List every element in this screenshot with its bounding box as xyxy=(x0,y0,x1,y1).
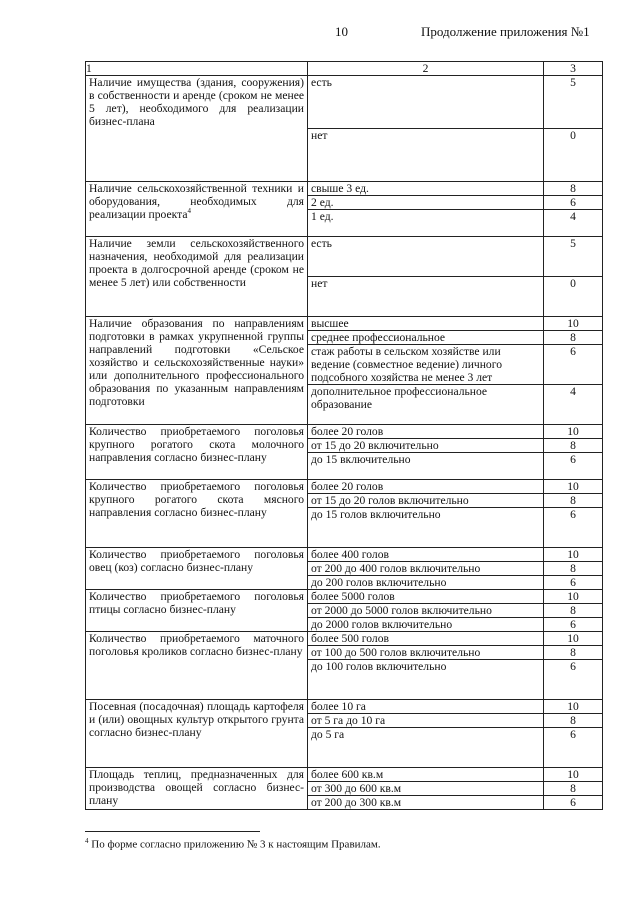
criterion-cell xyxy=(86,425,308,480)
option-text: более 10 га xyxy=(308,700,544,714)
score-cell: 10 xyxy=(544,548,603,562)
option-text: до 15 включительно xyxy=(308,453,544,480)
option-text: дополнительное профессиональное образование xyxy=(308,385,544,425)
score-cell: 10 xyxy=(544,590,603,604)
criterion-text: Площадь теплиц, предназначенных для производства овощей согласно бизнес-плану xyxy=(89,768,304,807)
score-cell: 10 xyxy=(544,480,603,494)
criterion-cell xyxy=(86,548,308,590)
option-text: более 400 голов xyxy=(308,548,544,562)
option-text: от 200 до 300 кв.м xyxy=(308,796,544,810)
score-cell: 6 xyxy=(544,618,603,632)
score-cell: 6 xyxy=(544,345,603,385)
option-text: от 5 га до 10 га xyxy=(308,714,544,728)
option-text: более 20 голов xyxy=(308,480,544,494)
table-row xyxy=(86,590,603,604)
option-text: более 20 голов xyxy=(308,425,544,439)
option-text: от 300 до 600 кв.м xyxy=(308,782,544,796)
option-text: нет xyxy=(308,277,544,317)
criterion-cell xyxy=(86,590,308,632)
score-cell: 10 xyxy=(544,425,603,439)
criterion-cell xyxy=(86,76,308,182)
footnote xyxy=(85,837,381,851)
option-text: от 15 до 20 включительно xyxy=(308,439,544,453)
score-cell: 8 xyxy=(544,439,603,453)
score-cell: 10 xyxy=(544,700,603,714)
table-row xyxy=(86,182,603,196)
score-cell: 8 xyxy=(544,562,603,576)
option-text: до 15 голов включительно xyxy=(308,508,544,548)
score-cell: 0 xyxy=(544,277,603,317)
score-cell: 5 xyxy=(544,237,603,277)
score-cell: 8 xyxy=(544,494,603,508)
option-text: более 600 кв.м xyxy=(308,768,544,782)
table-row xyxy=(86,700,603,714)
score-cell: 8 xyxy=(544,604,603,618)
table-row xyxy=(86,317,603,331)
score-cell: 8 xyxy=(544,646,603,660)
table-header-row xyxy=(86,62,603,76)
footnote-text: По форме согласно приложению № 3 к настоящим Правилам. xyxy=(88,838,381,851)
option-text: до 2000 голов включительно xyxy=(308,618,544,632)
score-cell: 0 xyxy=(544,129,603,182)
option-text: стаж работы в сельском хозяйстве или ведение (совместное ведение) личного подсобного хозяйства не менее 3 лет xyxy=(308,345,544,385)
criterion-text: Количество приобретаемого поголовья крупного рогатого скота молочного направления согласно бизнес-плану xyxy=(89,425,304,464)
score-cell: 8 xyxy=(544,182,603,196)
criterion-text: Наличие сельскохозяйственной техники и оборудования, необходимых для реализации проекта xyxy=(89,182,304,221)
criterion-cell xyxy=(86,182,308,237)
score-cell: 6 xyxy=(544,796,603,810)
score-cell: 6 xyxy=(544,196,603,210)
score-cell: 10 xyxy=(544,632,603,646)
table-row xyxy=(86,76,603,129)
score-cell: 8 xyxy=(544,782,603,796)
option-text: нет xyxy=(308,129,544,182)
score-cell: 10 xyxy=(544,768,603,782)
table-row xyxy=(86,237,603,277)
table-row xyxy=(86,425,603,439)
option-text: свыше 3 ед. xyxy=(308,182,544,196)
option-text: от 2000 до 5000 голов включительно xyxy=(308,604,544,618)
criterion-text: Количество приобретаемого поголовья птицы согласно бизнес-плану xyxy=(89,590,304,616)
column-header-3: 3 xyxy=(544,62,603,76)
option-text: среднее профессиональное xyxy=(308,331,544,345)
footnote-marker: 4 xyxy=(85,837,89,845)
criterion-text: Наличие земли сельскохозяйственного назначения, необходимой для реализации проекта в долгосрочной аренде (сроком не менее 5 лет) или собственности xyxy=(89,237,304,289)
criterion-text: Наличие имущества (здания, сооружения) в собственности и аренде (сроком не менее 5 лет), необходимого для реализации бизнес-плана xyxy=(89,76,304,128)
criterion-text: Наличие образования по направлениям подготовки в рамках укрупненной группы направлений подготовки «Сельское хозяйство и сельскохозяйственные науки» или дополнительного профессионального образования по указанным направлениям подготовки xyxy=(89,317,304,408)
criterion-cell xyxy=(86,768,308,810)
score-cell: 4 xyxy=(544,210,603,237)
criterion-text: Количество приобретаемого маточного поголовья кроликов согласно бизнес-плану xyxy=(89,632,304,658)
option-text: от 200 до 400 голов включительно xyxy=(308,562,544,576)
score-cell: 6 xyxy=(544,508,603,548)
page-header-title: Продолжение приложения №1 xyxy=(421,24,590,39)
criterion-cell xyxy=(86,632,308,700)
criterion-text: Количество приобретаемого поголовья овец (коз) согласно бизнес-плану xyxy=(89,548,304,574)
option-text: до 200 голов включительно xyxy=(308,576,544,590)
option-text: более 5000 голов xyxy=(308,590,544,604)
option-text: есть xyxy=(308,76,544,129)
criterion-text: Количество приобретаемого поголовья крупного рогатого скота мясного направления согласно бизнес-плану xyxy=(89,480,304,519)
criterion-text: Посевная (посадочная) площадь картофеля и (или) овощных культур открытого грунта согласно бизнес-плану xyxy=(89,700,304,739)
column-header-1: 1 xyxy=(86,62,308,76)
option-text: высшее xyxy=(308,317,544,331)
table-row xyxy=(86,632,603,646)
score-cell: 10 xyxy=(544,317,603,331)
column-header-2: 2 xyxy=(308,62,544,76)
table-row xyxy=(86,548,603,562)
score-cell: 8 xyxy=(544,331,603,345)
option-text: до 5 га xyxy=(308,728,544,768)
option-text: до 100 голов включительно xyxy=(308,660,544,700)
criterion-cell xyxy=(86,237,308,317)
criterion-cell xyxy=(86,700,308,768)
score-cell: 6 xyxy=(544,660,603,700)
score-cell: 8 xyxy=(544,714,603,728)
option-text: 2 ед. xyxy=(308,196,544,210)
criterion-cell xyxy=(86,480,308,548)
criteria-table xyxy=(85,61,603,810)
footnote-reference: 4 xyxy=(187,207,191,216)
score-cell: 6 xyxy=(544,576,603,590)
footnote-separator xyxy=(85,831,260,832)
score-cell: 5 xyxy=(544,76,603,129)
page-number: 10 xyxy=(335,24,348,39)
option-text: есть xyxy=(308,237,544,277)
option-text: 1 ед. xyxy=(308,210,544,237)
table-row xyxy=(86,480,603,494)
score-cell: 6 xyxy=(544,453,603,480)
score-cell: 6 xyxy=(544,728,603,768)
criterion-cell xyxy=(86,317,308,425)
score-cell: 4 xyxy=(544,385,603,425)
table-row xyxy=(86,768,603,782)
option-text: более 500 голов xyxy=(308,632,544,646)
option-text: от 100 до 500 голов включительно xyxy=(308,646,544,660)
option-text: от 15 до 20 голов включительно xyxy=(308,494,544,508)
